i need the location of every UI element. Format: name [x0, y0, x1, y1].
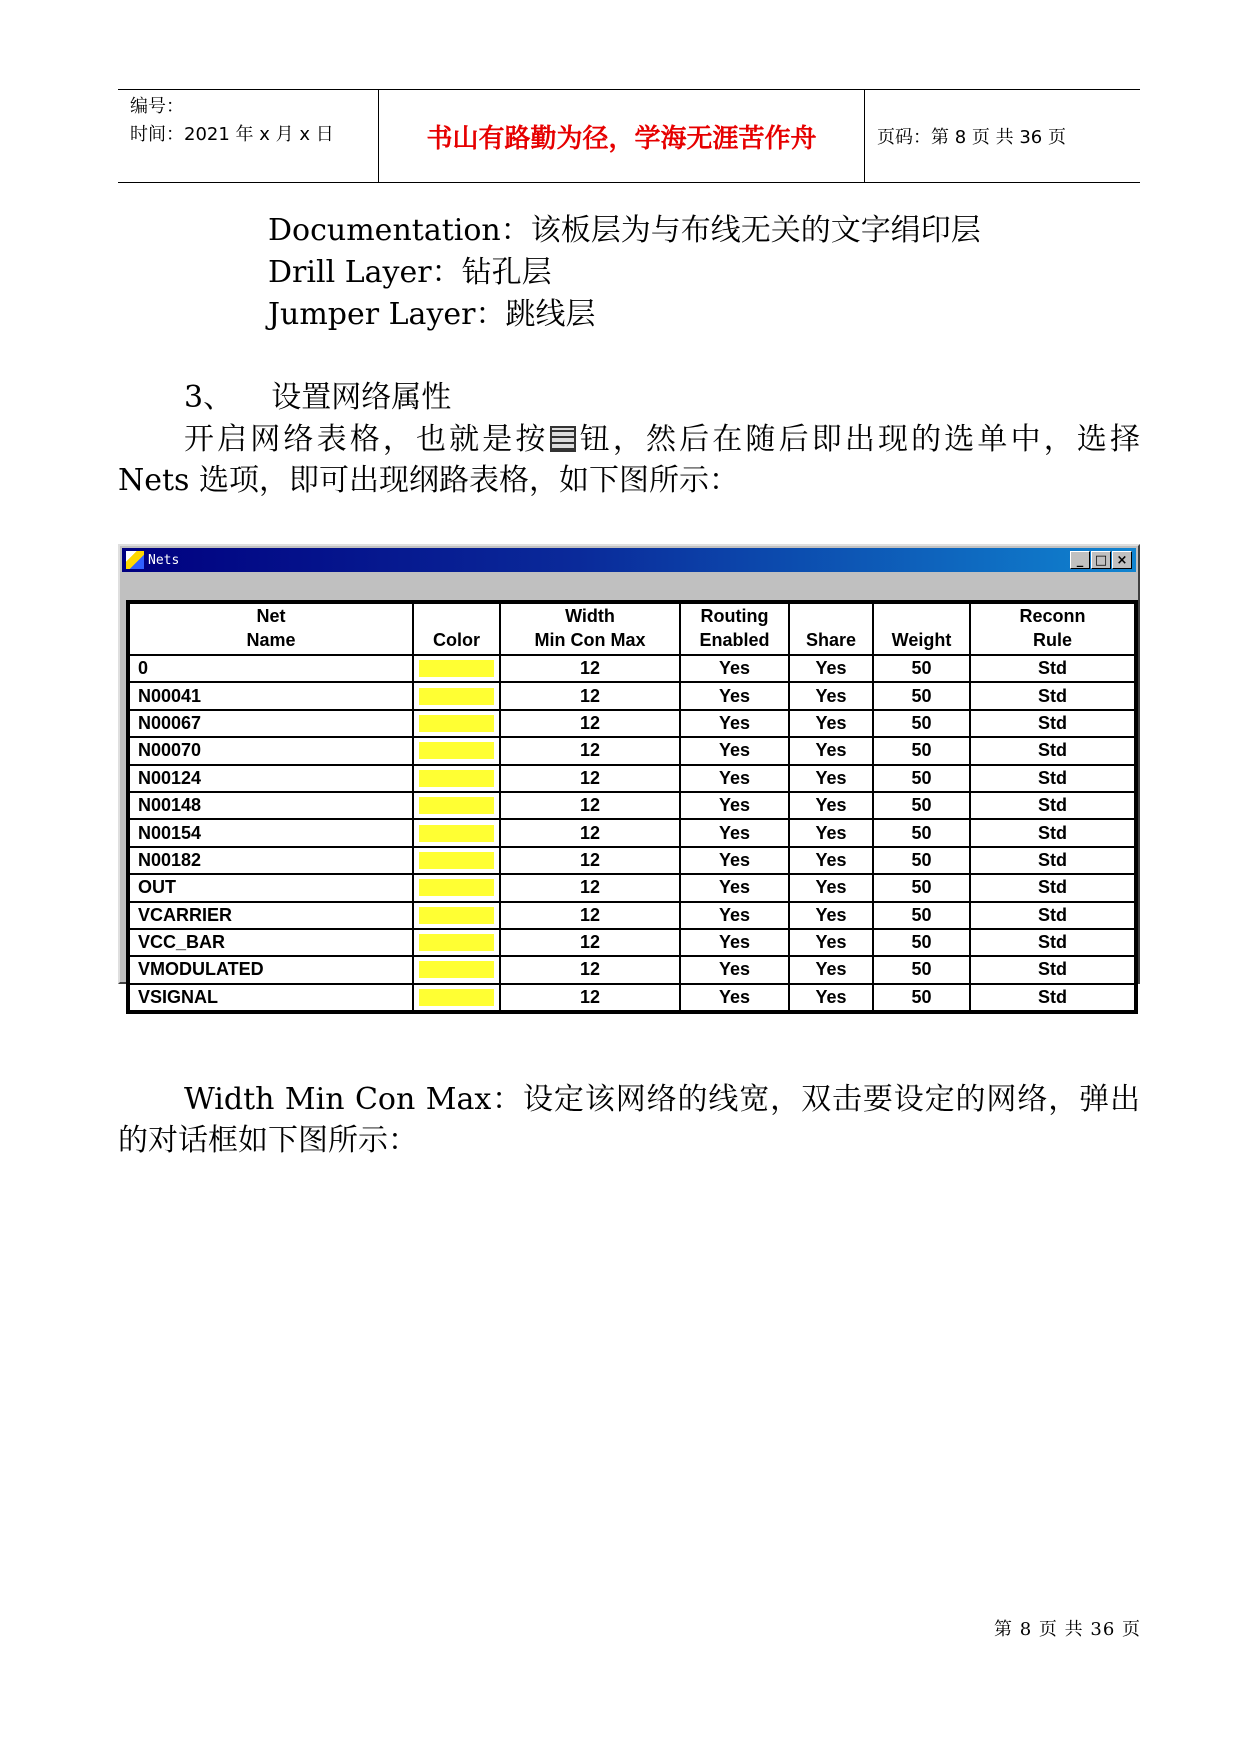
column-header-color[interactable]: Color [413, 603, 500, 655]
table-row[interactable] [129, 737, 1135, 764]
color-cell[interactable] [413, 737, 500, 764]
color-swatch[interactable] [419, 660, 494, 677]
window-controls [1070, 551, 1132, 569]
net-name-cell[interactable]: VCARRIER [129, 902, 413, 929]
table-grid-icon [550, 426, 576, 452]
routing-enabled-cell[interactable]: Yes [680, 847, 789, 874]
weight-cell[interactable]: 50 [873, 710, 970, 737]
color-swatch[interactable] [419, 742, 494, 759]
share-cell[interactable]: Yes [789, 710, 873, 737]
nets-window [118, 544, 1140, 1007]
text-line-jumper-layer: Jumper Layer：跳线层 [268, 297, 596, 332]
width-cell[interactable]: 12 [500, 984, 680, 1011]
time-label: 时间：2021 年 x 月 x 日 [130, 124, 334, 145]
color-cell[interactable] [413, 765, 500, 792]
color-swatch[interactable] [419, 961, 494, 978]
routing-enabled-cell[interactable]: Yes [680, 902, 789, 929]
share-cell[interactable]: Yes [789, 902, 873, 929]
share-cell[interactable]: Yes [789, 984, 873, 1011]
text-line-documentation: Documentation：该板层为与布线无关的文字绢印层 [268, 213, 981, 248]
color-cell[interactable] [413, 847, 500, 874]
paragraph-line-4: 的对话框如下图所示： [118, 1123, 418, 1158]
grid-header-row [129, 603, 1135, 655]
table-row[interactable] [129, 819, 1135, 846]
color-swatch[interactable] [419, 989, 494, 1006]
routing-enabled-cell[interactable]: Yes [680, 655, 789, 682]
color-swatch[interactable] [419, 907, 494, 924]
table-row[interactable] [129, 655, 1135, 682]
share-cell[interactable]: Yes [789, 847, 873, 874]
share-cell[interactable]: Yes [789, 874, 873, 901]
text-line-drill-layer: Drill Layer：钻孔层 [268, 255, 552, 290]
share-cell[interactable]: Yes [789, 792, 873, 819]
net-name-cell[interactable]: VCC_BAR [129, 929, 413, 956]
net-name-cell[interactable]: N00124 [129, 765, 413, 792]
share-cell[interactable]: Yes [789, 737, 873, 764]
color-cell[interactable] [413, 956, 500, 983]
reconn-rule-cell[interactable]: Std [970, 765, 1135, 792]
net-name-cell[interactable]: N00070 [129, 737, 413, 764]
column-header-reconn-rule[interactable]: Reconn Rule [970, 603, 1135, 655]
width-cell[interactable]: 12 [500, 792, 680, 819]
column-header-share[interactable]: Share [789, 603, 873, 655]
weight-cell[interactable]: 50 [873, 655, 970, 682]
color-swatch[interactable] [419, 797, 494, 814]
width-cell[interactable]: 12 [500, 929, 680, 956]
reconn-rule-cell[interactable]: Std [970, 956, 1135, 983]
net-name-cell[interactable]: N00154 [129, 819, 413, 846]
color-cell[interactable] [413, 710, 500, 737]
routing-enabled-cell[interactable]: Yes [680, 929, 789, 956]
color-swatch[interactable] [419, 934, 494, 951]
page-footer: 第 8 页 共 36 页 [994, 1619, 1141, 1640]
color-cell[interactable] [413, 984, 500, 1011]
reconn-rule-cell[interactable]: Std [970, 682, 1135, 709]
window-title: Nets [148, 552, 180, 568]
table-row[interactable] [129, 710, 1135, 737]
close-button[interactable]: × [1112, 551, 1132, 569]
weight-cell[interactable]: 50 [873, 737, 970, 764]
table-row[interactable] [129, 902, 1135, 929]
width-cell[interactable]: 12 [500, 682, 680, 709]
paragraph-text: 开启网络表格，也就是按 [184, 422, 549, 457]
table-row[interactable] [129, 956, 1135, 983]
share-cell[interactable]: Yes [789, 655, 873, 682]
reconn-rule-cell[interactable]: Std [970, 655, 1135, 682]
color-cell[interactable] [413, 874, 500, 901]
weight-cell[interactable]: 50 [873, 792, 970, 819]
color-cell[interactable] [413, 655, 500, 682]
paragraph-line-1 [184, 420, 1140, 460]
routing-enabled-cell[interactable]: Yes [680, 874, 789, 901]
section-heading: 3、 设置网络属性 [184, 380, 452, 415]
table-row[interactable] [129, 984, 1135, 1011]
color-swatch[interactable] [419, 825, 494, 842]
maximize-button[interactable]: □ [1091, 551, 1111, 569]
number-label: 编号： [130, 96, 184, 117]
weight-cell[interactable]: 50 [873, 956, 970, 983]
share-cell[interactable]: Yes [789, 929, 873, 956]
reconn-rule-cell[interactable]: Std [970, 847, 1135, 874]
header-meta [118, 90, 378, 182]
color-cell[interactable] [413, 682, 500, 709]
paragraph-text: 钮，然后在随后即出现的选单中，选择 [576, 422, 1141, 457]
width-cell[interactable]: 12 [500, 765, 680, 792]
width-cell[interactable]: 12 [500, 819, 680, 846]
width-cell[interactable]: 12 [500, 655, 680, 682]
routing-enabled-cell[interactable]: Yes [680, 819, 789, 846]
net-name-cell[interactable]: 0 [129, 655, 413, 682]
table-row[interactable] [129, 929, 1135, 956]
width-cell[interactable]: 12 [500, 902, 680, 929]
width-cell[interactable]: 12 [500, 847, 680, 874]
net-name-cell[interactable]: VSIGNAL [129, 984, 413, 1011]
minimize-button[interactable]: _ [1070, 551, 1090, 569]
column-header-width[interactable]: Width Min Con Max [500, 603, 680, 655]
net-name-cell[interactable]: N00067 [129, 710, 413, 737]
table-row[interactable] [129, 847, 1135, 874]
header-motto: 书山有路勤为径，学海无涯苦作舟 [378, 90, 865, 182]
color-swatch[interactable] [419, 770, 494, 787]
paragraph-line-2: Nets 选项，即可出现纲路表格，如下图所示： [118, 463, 739, 498]
page-header [118, 89, 1140, 183]
color-cell[interactable] [413, 929, 500, 956]
app-icon [126, 551, 144, 569]
reconn-rule-cell[interactable]: Std [970, 710, 1135, 737]
weight-cell[interactable]: 50 [873, 819, 970, 846]
width-cell[interactable]: 12 [500, 874, 680, 901]
net-name-cell[interactable]: N00041 [129, 682, 413, 709]
weight-cell[interactable]: 50 [873, 984, 970, 1011]
net-name-cell[interactable]: N00182 [129, 847, 413, 874]
paragraph-line-3: Width Min Con Max：设定该网络的线宽，双击要设定的网络，弹出 [184, 1082, 1140, 1117]
weight-cell[interactable]: 50 [873, 874, 970, 901]
reconn-rule-cell[interactable]: Std [970, 737, 1135, 764]
routing-enabled-cell[interactable]: Yes [680, 710, 789, 737]
routing-enabled-cell[interactable]: Yes [680, 984, 789, 1011]
net-name-cell[interactable]: VMODULATED [129, 956, 413, 983]
routing-enabled-cell[interactable]: Yes [680, 765, 789, 792]
table-row[interactable] [129, 792, 1135, 819]
color-swatch[interactable] [419, 852, 494, 869]
color-cell[interactable] [413, 902, 500, 929]
header-page-info: 页码：第 8 页 共 36 页 [877, 127, 1066, 148]
color-cell[interactable] [413, 792, 500, 819]
routing-enabled-cell[interactable]: Yes [680, 682, 789, 709]
net-name-cell[interactable]: OUT [129, 874, 413, 901]
width-cell[interactable]: 12 [500, 737, 680, 764]
color-swatch[interactable] [419, 879, 494, 896]
routing-enabled-cell[interactable]: Yes [680, 956, 789, 983]
reconn-rule-cell[interactable]: Std [970, 874, 1135, 901]
width-cell[interactable]: 12 [500, 710, 680, 737]
reconn-rule-cell[interactable]: Std [970, 792, 1135, 819]
color-cell[interactable] [413, 819, 500, 846]
table-row[interactable] [129, 682, 1135, 709]
weight-cell[interactable]: 50 [873, 682, 970, 709]
column-header-routing-enabled[interactable]: Routing Enabled [680, 603, 789, 655]
weight-cell[interactable]: 50 [873, 847, 970, 874]
column-header-weight[interactable]: Weight [873, 603, 970, 655]
reconn-rule-cell[interactable]: Std [970, 984, 1135, 1011]
share-cell[interactable]: Yes [789, 765, 873, 792]
routing-enabled-cell[interactable]: Yes [680, 792, 789, 819]
reconn-rule-cell[interactable]: Std [970, 929, 1135, 956]
reconn-rule-cell[interactable]: Std [970, 819, 1135, 846]
width-cell[interactable]: 12 [500, 956, 680, 983]
share-cell[interactable]: Yes [789, 819, 873, 846]
nets-window-titlebar[interactable] [122, 548, 1136, 572]
share-cell[interactable]: Yes [789, 682, 873, 709]
net-name-cell[interactable]: N00148 [129, 792, 413, 819]
color-swatch[interactable] [419, 715, 494, 732]
routing-enabled-cell[interactable]: Yes [680, 737, 789, 764]
nets-grid [126, 600, 1138, 1014]
reconn-rule-cell[interactable]: Std [970, 902, 1135, 929]
column-header-net-name[interactable]: Net Name [129, 603, 413, 655]
grid-body [129, 655, 1135, 1011]
table-row[interactable] [129, 874, 1135, 901]
weight-cell[interactable]: 50 [873, 902, 970, 929]
weight-cell[interactable]: 50 [873, 929, 970, 956]
share-cell[interactable]: Yes [789, 956, 873, 983]
color-swatch[interactable] [419, 688, 494, 705]
weight-cell[interactable]: 50 [873, 765, 970, 792]
table-row[interactable] [129, 765, 1135, 792]
